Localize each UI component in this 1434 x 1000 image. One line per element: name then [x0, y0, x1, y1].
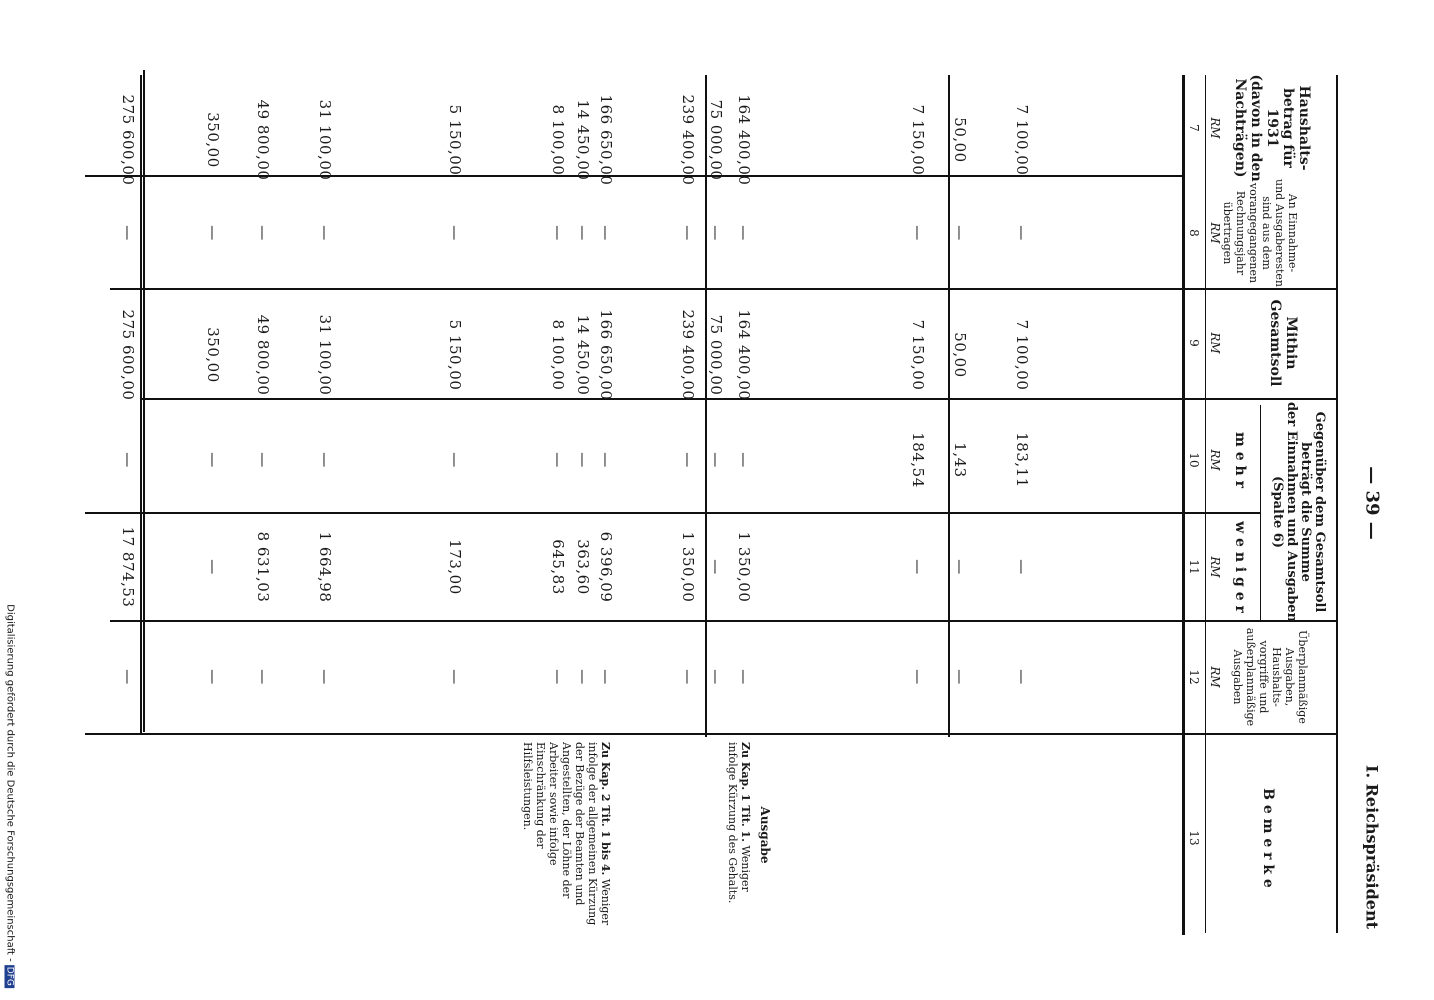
- cell-r7-c7: 166 650,00: [597, 94, 615, 186]
- cell-r12-c9: 49 800,00: [254, 314, 272, 396]
- remark-kap1-text: Weniger infolge Kürzung des Gehalts.: [726, 742, 752, 904]
- cell-r13-c9: 350,00: [204, 327, 222, 383]
- unit-row-line: [1205, 75, 1206, 933]
- col10-header: m e h r: [1232, 432, 1248, 488]
- cell-r11-c10: —: [316, 452, 334, 468]
- cell-r1-c11: —: [1013, 559, 1031, 575]
- cell-r3-c12: —: [909, 669, 927, 685]
- cell-r10-c9: 5 150,00: [446, 319, 464, 391]
- cell-r10-c12: —: [446, 669, 464, 685]
- cell-r3-c8: —: [909, 225, 927, 241]
- cell-r10-c11: 173,00: [446, 539, 464, 595]
- cell-r14-c10: —: [119, 452, 137, 468]
- cell-r5-c8: —: [707, 225, 725, 241]
- footer-text: Digitalisierung gefördert durch die Deutsche Forschungsgemeinschaft -: [4, 604, 16, 962]
- remark-kap2-text: Weniger infolge der allgemeinen Kürzung der Bezüge der Beamten und Angestellten, der Löhne der Arbeiter sowie infolge Einschränkung der Hilfsleistungen.: [521, 742, 612, 926]
- cell-r8-c7: 14 450,00: [574, 99, 592, 181]
- cell-r5-c10: —: [707, 452, 725, 468]
- cell-r2-c11: —: [951, 559, 969, 575]
- cell-r1-c10: 183,11: [1013, 432, 1031, 488]
- colnum-8: 8: [1187, 229, 1201, 237]
- cell-r4-c12: —: [735, 669, 753, 685]
- col12-header: Überplanmäßige Ausgaben, Haushalts- vorgriffe und außerplanmäßige Ausgaben: [1231, 627, 1309, 727]
- cell-r13-c7: 350,00: [204, 112, 222, 168]
- remarks-heading: Ausgabe: [758, 806, 772, 864]
- cell-r5-c7: 75 000,00: [707, 99, 725, 181]
- col-sep-12-13: [85, 733, 1336, 735]
- colnum-13: 13: [1187, 830, 1201, 846]
- cell-r3-c10: 184,54: [909, 432, 927, 488]
- colnum-12: 12: [1187, 669, 1201, 685]
- cell-r5-c12: —: [707, 669, 725, 685]
- group-sub-line: [1260, 405, 1261, 620]
- cell-r4-c10: —: [735, 452, 753, 468]
- cell-r7-c10: —: [597, 452, 615, 468]
- cell-r6-c9: 239 400,00: [679, 309, 697, 401]
- table-top-border: [1336, 75, 1338, 933]
- cell-r6-c10: —: [679, 452, 697, 468]
- cell-r2-c9: 50,00: [951, 332, 969, 378]
- page-number: — 39 —: [1361, 466, 1383, 540]
- cell-r13-c11: —: [204, 559, 222, 575]
- cell-r7-c12: —: [597, 669, 615, 685]
- cell-r6-c7: 239 400,00: [679, 94, 697, 186]
- cell-r4-c11: 1 350,00: [735, 531, 753, 603]
- cell-r14-c11: 17 874,53: [119, 526, 137, 608]
- cell-r12-c12: —: [254, 669, 272, 685]
- row-sep-1: [948, 75, 950, 737]
- cell-r4-c8: —: [735, 225, 753, 241]
- unit-col8: RM: [1208, 222, 1222, 244]
- cell-r11-c11: 1 664,98: [316, 531, 334, 603]
- cell-r11-c12: —: [316, 669, 334, 685]
- cell-r14-c12: —: [119, 669, 137, 685]
- cell-r3-c9: 7 150,00: [909, 319, 927, 391]
- cell-r12-c8: —: [254, 225, 272, 241]
- cell-r7-c9: 166 650,00: [597, 309, 615, 401]
- cell-r8-c12: —: [574, 669, 592, 685]
- col-sep-8-9: [110, 288, 1336, 290]
- header-separator: [1182, 75, 1185, 935]
- table-bottom-border: [143, 70, 145, 732]
- cell-r14-c9: 275 600,00: [119, 309, 137, 401]
- cell-r10-c10: —: [446, 452, 464, 468]
- cell-r11-c8: —: [316, 225, 334, 241]
- col11-header: w e n i g e r: [1232, 521, 1248, 613]
- cell-r4-c7: 164 400,00: [735, 94, 753, 186]
- cell-r8-c9: 14 450,00: [574, 314, 592, 396]
- cell-r13-c12: —: [204, 669, 222, 685]
- colnum-10: 10: [1187, 452, 1201, 468]
- cell-r11-c9: 31 100,00: [316, 314, 334, 396]
- col9-header: Mithin Gesamtsoll: [1267, 299, 1299, 387]
- cell-r8-c10: —: [574, 452, 592, 468]
- cell-r1-c9: 7 100,00: [1013, 319, 1031, 391]
- cell-r10-c7: 5 150,00: [446, 104, 464, 176]
- group-10-11-header: Gegenüber dem Gesamtsoll beträgt die Summe der Einnahmen und Ausgaben (Spalte 6): [1270, 401, 1327, 623]
- unit-col12: RM: [1208, 666, 1222, 688]
- cell-r13-c10: —: [204, 452, 222, 468]
- cell-r12-c10: —: [254, 452, 272, 468]
- cell-r7-c8: —: [597, 225, 615, 241]
- cell-r9-c8: —: [549, 225, 567, 241]
- colnum-7: 7: [1187, 124, 1201, 132]
- cell-r9-c11: 645,83: [549, 539, 567, 595]
- section-title: I. Reichspräsident: [1362, 764, 1382, 930]
- row-sep-3: [140, 75, 142, 735]
- cell-r1-c12: —: [1013, 669, 1031, 685]
- dfg-logo: DFG: [4, 966, 15, 986]
- cell-r3-c11: —: [909, 559, 927, 575]
- cell-r5-c11: —: [707, 559, 725, 575]
- unit-col10: RM: [1208, 449, 1222, 471]
- cell-r2-c10: 1,43: [951, 442, 969, 478]
- remark-kap1-label: Zu Kap. 1 Tit. 1.: [739, 742, 752, 842]
- cell-r13-c8: —: [204, 225, 222, 241]
- cell-r8-c8: —: [574, 225, 592, 241]
- unit-col9: RM: [1208, 332, 1222, 354]
- cell-r7-c11: 6 396,09: [597, 531, 615, 603]
- cell-r14-c8: —: [119, 225, 137, 241]
- unit-col11: RM: [1208, 556, 1222, 578]
- cell-r6-c11: 1 350,00: [679, 531, 697, 603]
- cell-r6-c12: —: [679, 669, 697, 685]
- col-sep-11-12: [110, 620, 1336, 622]
- remark-kap2: [521, 742, 612, 932]
- cell-r14-c7: 275 600,00: [119, 94, 137, 186]
- digitization-footer: [5, 604, 16, 988]
- colnum-11: 11: [1187, 559, 1201, 575]
- col13-header: B e m e r k e: [1260, 788, 1276, 888]
- cell-r5-c9: 75 000,00: [707, 314, 725, 396]
- cell-r10-c8: —: [446, 225, 464, 241]
- cell-r9-c10: —: [549, 452, 567, 468]
- colnum-9: 9: [1187, 339, 1201, 347]
- cell-r12-c11: 8 631,03: [254, 531, 272, 603]
- col-sep-10-11: [85, 512, 1260, 514]
- cell-r2-c7: 50,00: [951, 117, 969, 163]
- cell-r9-c7: 8 100,00: [549, 104, 567, 176]
- cell-r4-c9: 164 400,00: [735, 309, 753, 401]
- remark-kap1: [726, 742, 752, 932]
- cell-r3-c7: 7 150,00: [909, 104, 927, 176]
- cell-r9-c9: 8 100,00: [549, 319, 567, 391]
- cell-r9-c12: —: [549, 669, 567, 685]
- cell-r1-c8: —: [1013, 225, 1031, 241]
- remark-kap2-label: Zu Kap. 2 Tit. 1 bis 4.: [599, 742, 612, 876]
- cell-r6-c8: —: [679, 225, 697, 241]
- col8-header: An Einnahme- und Ausgaberesten sind aus dem vorangegangenen Rechnungsjahr übertragen: [1221, 179, 1299, 287]
- cell-r11-c7: 31 100,00: [316, 99, 334, 181]
- cell-r1-c7: 7 100,00: [1013, 104, 1031, 176]
- cell-r2-c8: —: [951, 225, 969, 241]
- unit-col7: RM: [1208, 117, 1222, 139]
- col7-header: Haushalts- betrag für 1931 (davon in den Nachträgen): [1232, 74, 1312, 182]
- cell-r8-c11: 363,60: [574, 539, 592, 595]
- cell-r2-c12: —: [951, 669, 969, 685]
- cell-r12-c7: 49 800,00: [254, 99, 272, 181]
